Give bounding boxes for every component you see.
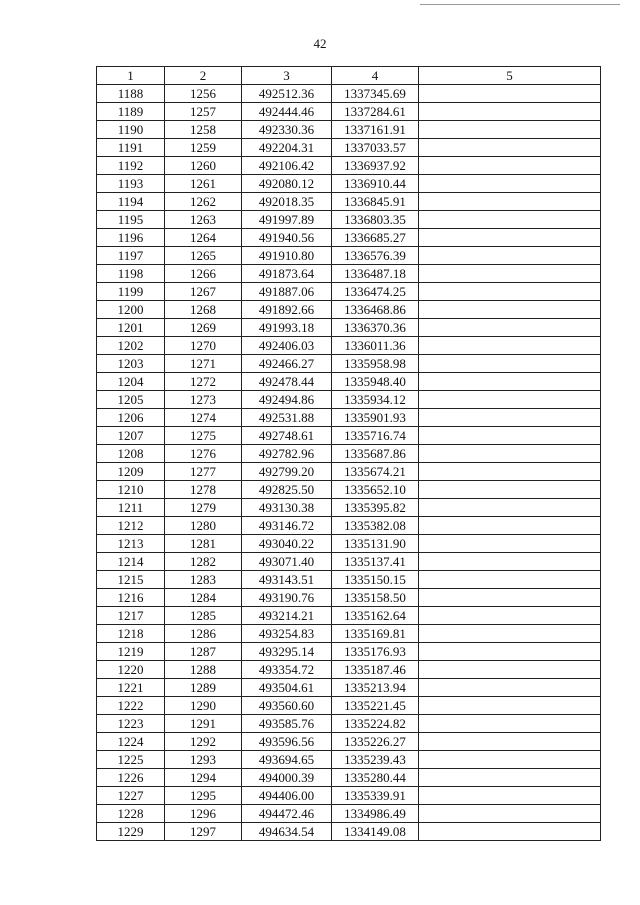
table-row [97,301,601,319]
cell-point-number: 1204 [97,373,165,391]
cell-coord-x: 493143.51 [242,571,332,589]
cell-note [419,787,601,805]
cell-note [419,85,601,103]
cell-coord-x: 491892.66 [242,301,332,319]
cell-note [419,463,601,481]
cell-coord-x: 492018.35 [242,193,332,211]
cell-point-id: 1265 [165,247,242,265]
cell-coord-y: 1336474.25 [332,283,419,301]
cell-coord-y: 1336685.27 [332,229,419,247]
table-row [97,715,601,733]
cell-point-number: 1216 [97,589,165,607]
cell-note [419,571,601,589]
cell-coord-x: 491887.06 [242,283,332,301]
cell-point-number: 1207 [97,427,165,445]
table-row [97,409,601,427]
cell-note [419,481,601,499]
cell-coord-x: 492748.61 [242,427,332,445]
cell-point-id: 1289 [165,679,242,697]
cell-point-id: 1286 [165,625,242,643]
cell-point-id: 1287 [165,643,242,661]
cell-coord-y: 1336011.36 [332,337,419,355]
cell-point-id: 1277 [165,463,242,481]
cell-coord-y: 1335137.41 [332,553,419,571]
cell-note [419,139,601,157]
table-row [97,751,601,769]
cell-point-id: 1267 [165,283,242,301]
cell-point-id: 1281 [165,535,242,553]
table-row [97,661,601,679]
table-row [97,157,601,175]
table-row [97,211,601,229]
top-rule [420,4,620,5]
column-header-5: 5 [419,67,601,85]
cell-coord-y: 1335687.86 [332,445,419,463]
table-row [97,373,601,391]
cell-point-id: 1259 [165,139,242,157]
cell-coord-x: 493596.56 [242,733,332,751]
table-row [97,643,601,661]
cell-coord-x: 492106.42 [242,157,332,175]
cell-coord-y: 1335176.93 [332,643,419,661]
cell-note [419,535,601,553]
cell-coord-y: 1335226.27 [332,733,419,751]
cell-coord-x: 494406.00 [242,787,332,805]
cell-point-number: 1211 [97,499,165,517]
cell-coord-y: 1337161.91 [332,121,419,139]
cell-point-id: 1260 [165,157,242,175]
cell-coord-x: 491873.64 [242,265,332,283]
table-row [97,427,601,445]
table-row [97,193,601,211]
table-row [97,535,601,553]
table-row [97,337,601,355]
cell-point-id: 1258 [165,121,242,139]
cell-note [419,823,601,841]
cell-point-id: 1274 [165,409,242,427]
cell-point-number: 1209 [97,463,165,481]
table-row [97,571,601,589]
cell-coord-x: 493214.21 [242,607,332,625]
table-row [97,103,601,121]
cell-point-id: 1290 [165,697,242,715]
cell-point-number: 1197 [97,247,165,265]
cell-coord-y: 1336370.36 [332,319,419,337]
table-row [97,445,601,463]
cell-point-id: 1266 [165,265,242,283]
cell-point-id: 1283 [165,571,242,589]
cell-point-number: 1206 [97,409,165,427]
cell-coord-y: 1335187.46 [332,661,419,679]
cell-coord-y: 1337345.69 [332,85,419,103]
cell-note [419,715,601,733]
cell-point-id: 1293 [165,751,242,769]
page-number: 42 [313,36,327,51]
cell-point-id: 1278 [165,481,242,499]
cell-coord-x: 494634.54 [242,823,332,841]
cell-point-number: 1223 [97,715,165,733]
table-row [97,787,601,805]
cell-point-number: 1202 [97,337,165,355]
table-row [97,229,601,247]
cell-coord-x: 491997.89 [242,211,332,229]
cell-point-id: 1294 [165,769,242,787]
cell-point-id: 1268 [165,301,242,319]
cell-point-number: 1208 [97,445,165,463]
cell-coord-x: 494472.46 [242,805,332,823]
cell-coord-y: 1335652.10 [332,481,419,499]
cell-coord-y: 1335239.43 [332,751,419,769]
cell-coord-y: 1335339.91 [332,787,419,805]
cell-coord-y: 1334986.49 [332,805,419,823]
cell-point-number: 1199 [97,283,165,301]
cell-coord-y: 1335395.82 [332,499,419,517]
cell-point-number: 1217 [97,607,165,625]
cell-point-id: 1262 [165,193,242,211]
cell-note [419,265,601,283]
cell-point-number: 1215 [97,571,165,589]
cell-coord-y: 1335221.45 [332,697,419,715]
cell-coord-x: 491993.18 [242,319,332,337]
cell-note [419,355,601,373]
cell-note [419,175,601,193]
table-row [97,481,601,499]
cell-point-number: 1226 [97,769,165,787]
table-row [97,823,601,841]
cell-note [419,499,601,517]
table-row [97,283,601,301]
cell-note [419,373,601,391]
cell-coord-y: 1336910.44 [332,175,419,193]
cell-coord-y: 1335948.40 [332,373,419,391]
cell-coord-y: 1334149.08 [332,823,419,841]
cell-point-id: 1276 [165,445,242,463]
cell-point-number: 1195 [97,211,165,229]
cell-note [419,229,601,247]
cell-point-number: 1222 [97,697,165,715]
cell-note [419,751,601,769]
cell-note [419,805,601,823]
cell-point-number: 1210 [97,481,165,499]
cell-point-id: 1256 [165,85,242,103]
cell-coord-y: 1335382.08 [332,517,419,535]
table-row [97,679,601,697]
cell-coord-y: 1335169.81 [332,625,419,643]
cell-coord-x: 493146.72 [242,517,332,535]
cell-point-number: 1221 [97,679,165,697]
cell-point-number: 1194 [97,193,165,211]
cell-point-number: 1198 [97,265,165,283]
cell-coord-x: 492494.86 [242,391,332,409]
column-header-3: 3 [242,67,332,85]
table-row [97,175,601,193]
cell-coord-x: 492466.27 [242,355,332,373]
column-header-4: 4 [332,67,419,85]
cell-coord-x: 493254.83 [242,625,332,643]
cell-coord-y: 1335158.50 [332,589,419,607]
cell-coord-x: 492330.36 [242,121,332,139]
cell-coord-y: 1335716.74 [332,427,419,445]
cell-coord-x: 492512.36 [242,85,332,103]
cell-note [419,679,601,697]
cell-coord-x: 491940.56 [242,229,332,247]
cell-coord-x: 492204.31 [242,139,332,157]
cell-coord-x: 493130.38 [242,499,332,517]
cell-point-id: 1272 [165,373,242,391]
cell-coord-y: 1335674.21 [332,463,419,481]
cell-point-id: 1273 [165,391,242,409]
table-row [97,589,601,607]
cell-coord-y: 1335958.98 [332,355,419,373]
cell-point-number: 1205 [97,391,165,409]
table-row [97,805,601,823]
cell-point-id: 1291 [165,715,242,733]
cell-point-number: 1200 [97,301,165,319]
cell-point-id: 1282 [165,553,242,571]
cell-point-id: 1288 [165,661,242,679]
cell-point-id: 1270 [165,337,242,355]
cell-coord-x: 492080.12 [242,175,332,193]
cell-coord-y: 1335280.44 [332,769,419,787]
cell-coord-x: 491910.80 [242,247,332,265]
cell-point-number: 1196 [97,229,165,247]
table-row [97,391,601,409]
cell-point-id: 1280 [165,517,242,535]
cell-coord-y: 1336803.35 [332,211,419,229]
cell-point-id: 1257 [165,103,242,121]
cell-point-number: 1225 [97,751,165,769]
cell-note [419,769,601,787]
cell-coord-x: 493295.14 [242,643,332,661]
cell-coord-x: 493560.60 [242,697,332,715]
table-row [97,517,601,535]
cell-coord-x: 492406.03 [242,337,332,355]
cell-coord-y: 1335162.64 [332,607,419,625]
cell-coord-y: 1336468.86 [332,301,419,319]
cell-point-id: 1284 [165,589,242,607]
cell-coord-y: 1335934.12 [332,391,419,409]
cell-point-number: 1192 [97,157,165,175]
table-row [97,499,601,517]
table-row [97,355,601,373]
cell-coord-y: 1335213.94 [332,679,419,697]
cell-note [419,553,601,571]
cell-point-number: 1214 [97,553,165,571]
cell-note [419,733,601,751]
table-row [97,697,601,715]
cell-note [419,661,601,679]
cell-point-number: 1219 [97,643,165,661]
cell-coord-x: 493071.40 [242,553,332,571]
cell-note [419,589,601,607]
table-row [97,769,601,787]
cell-point-id: 1275 [165,427,242,445]
table-row [97,319,601,337]
cell-note [419,625,601,643]
cell-note [419,319,601,337]
cell-point-number: 1224 [97,733,165,751]
cell-coord-x: 492782.96 [242,445,332,463]
cell-point-number: 1188 [97,85,165,103]
table-row [97,247,601,265]
cell-coord-x: 492799.20 [242,463,332,481]
table-row [97,733,601,751]
cell-coord-x: 494000.39 [242,769,332,787]
cell-coord-x: 492444.46 [242,103,332,121]
cell-point-number: 1191 [97,139,165,157]
cell-coord-y: 1336576.39 [332,247,419,265]
cell-coord-x: 493040.22 [242,535,332,553]
coordinates-table [96,66,601,841]
cell-point-id: 1297 [165,823,242,841]
cell-note [419,121,601,139]
cell-coord-x: 493190.76 [242,589,332,607]
cell-point-number: 1193 [97,175,165,193]
cell-note [419,607,601,625]
cell-point-number: 1190 [97,121,165,139]
cell-point-number: 1201 [97,319,165,337]
cell-coord-x: 492531.88 [242,409,332,427]
table-row [97,625,601,643]
cell-point-id: 1269 [165,319,242,337]
cell-point-number: 1229 [97,823,165,841]
cell-note [419,283,601,301]
cell-note [419,103,601,121]
cell-point-number: 1218 [97,625,165,643]
cell-coord-x: 492825.50 [242,481,332,499]
header-row [97,67,601,85]
cell-point-id: 1261 [165,175,242,193]
cell-point-id: 1263 [165,211,242,229]
cell-coord-x: 493694.65 [242,751,332,769]
cell-point-number: 1227 [97,787,165,805]
table-row [97,265,601,283]
cell-coord-y: 1335224.82 [332,715,419,733]
cell-note [419,247,601,265]
cell-note [419,445,601,463]
table-row [97,85,601,103]
cell-coord-x: 493585.76 [242,715,332,733]
cell-coord-y: 1335901.93 [332,409,419,427]
cell-point-number: 1212 [97,517,165,535]
cell-coord-y: 1337033.57 [332,139,419,157]
cell-note [419,643,601,661]
table-row [97,607,601,625]
column-header-2: 2 [165,67,242,85]
cell-note [419,697,601,715]
table-row [97,553,601,571]
cell-point-number: 1220 [97,661,165,679]
cell-coord-x: 492478.44 [242,373,332,391]
table-row [97,121,601,139]
cell-note [419,337,601,355]
cell-point-number: 1228 [97,805,165,823]
cell-point-number: 1189 [97,103,165,121]
cell-coord-y: 1337284.61 [332,103,419,121]
cell-note [419,211,601,229]
cell-coord-y: 1336845.91 [332,193,419,211]
cell-point-id: 1264 [165,229,242,247]
cell-coord-y: 1336487.18 [332,265,419,283]
table-body [97,85,601,841]
cell-point-number: 1213 [97,535,165,553]
cell-point-number: 1203 [97,355,165,373]
cell-note [419,391,601,409]
cell-coord-y: 1336937.92 [332,157,419,175]
cell-coord-x: 493504.61 [242,679,332,697]
cell-point-id: 1271 [165,355,242,373]
cell-note [419,409,601,427]
cell-point-id: 1296 [165,805,242,823]
table-row [97,139,601,157]
cell-point-id: 1292 [165,733,242,751]
cell-coord-x: 493354.72 [242,661,332,679]
cell-note [419,193,601,211]
cell-point-id: 1285 [165,607,242,625]
cell-point-id: 1295 [165,787,242,805]
cell-coord-y: 1335150.15 [332,571,419,589]
cell-note [419,517,601,535]
cell-coord-y: 1335131.90 [332,535,419,553]
cell-note [419,157,601,175]
cell-note [419,301,601,319]
cell-note [419,427,601,445]
column-header-1: 1 [97,67,165,85]
table-row [97,463,601,481]
cell-point-id: 1279 [165,499,242,517]
